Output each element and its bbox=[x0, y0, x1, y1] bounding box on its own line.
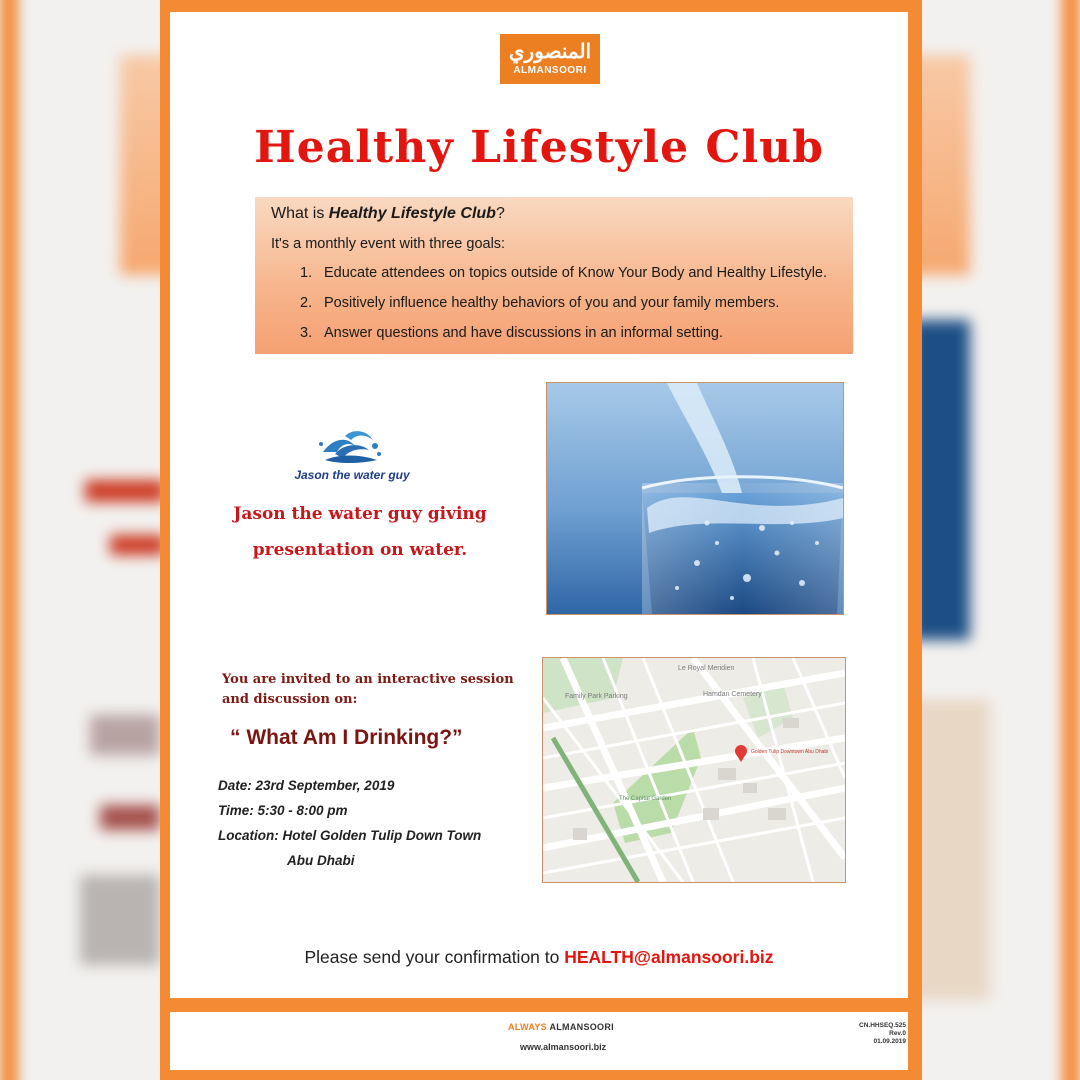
background-blur bbox=[100, 805, 160, 830]
session-topic: “ What Am I Drinking?” bbox=[230, 726, 463, 749]
event-location: Location: Hotel Golden Tulip Down Town bbox=[218, 828, 482, 843]
document-revision: Rev.0 bbox=[889, 1030, 906, 1037]
confirmation-prefix: Please send your confirmation to bbox=[304, 947, 565, 967]
background-blur bbox=[110, 535, 165, 555]
about-intro: It's a monthly event with three goals: bbox=[271, 236, 506, 252]
document-date: 01.09.2019 bbox=[873, 1038, 906, 1045]
footer-document-reference bbox=[836, 1022, 906, 1046]
event-date: Date: 23rd September, 2019 bbox=[218, 778, 395, 793]
map-label: Le Royal Meridien bbox=[678, 665, 735, 672]
background-blur bbox=[80, 875, 160, 965]
company-logo bbox=[500, 34, 600, 84]
water-glass-illustration bbox=[547, 383, 843, 614]
event-location-city: Abu Dhabi bbox=[287, 853, 355, 868]
about-question-suffix: ? bbox=[495, 205, 505, 222]
logo-english-text: ALMANSOORI bbox=[513, 65, 587, 76]
goal-number: 2. bbox=[300, 295, 313, 311]
poster-sheet bbox=[170, 12, 908, 998]
goal-item bbox=[300, 295, 779, 311]
about-box bbox=[255, 197, 853, 354]
goal-text: Educate attendees on topics outside of Know Your Body and Healthy Lifestyle. bbox=[324, 265, 828, 281]
map-label: Family Park Parking bbox=[565, 693, 628, 700]
background-blur bbox=[910, 700, 990, 1000]
map-label: Golden Tulip Downtown Abu Dhabi bbox=[751, 749, 829, 755]
about-question-prefix: What is bbox=[271, 205, 329, 222]
footer-website-link[interactable]: www.almansoori.biz bbox=[520, 1042, 607, 1052]
goal-item bbox=[300, 265, 827, 281]
about-question-emphasis: Healthy Lifestyle Club bbox=[328, 205, 496, 222]
goal-number: 1. bbox=[300, 265, 313, 281]
presenter-announcement bbox=[190, 496, 530, 568]
poster-title: Healthy Lifestyle Club bbox=[254, 122, 824, 173]
poster-footer bbox=[170, 1012, 908, 1070]
invitation-line-2: and discussion on: bbox=[222, 692, 358, 707]
presenter-brand: Jason the water guy bbox=[294, 468, 410, 482]
confirmation-email-link[interactable]: HEALTH@almansoori.biz bbox=[564, 947, 774, 967]
footer-tagline-rest: ALMANSOORI bbox=[546, 1022, 614, 1032]
map-graphic bbox=[543, 658, 845, 882]
goal-item bbox=[300, 325, 723, 341]
location-map bbox=[542, 657, 846, 883]
goal-text: Positively influence healthy behaviors of you and your family members. bbox=[324, 295, 780, 311]
logo-arabic-text: المنصوري bbox=[508, 39, 592, 63]
presenter-line-2: presentation on water. bbox=[252, 540, 468, 560]
invitation-text bbox=[222, 670, 522, 710]
event-time: Time: 5:30 - 8:00 pm bbox=[218, 803, 348, 818]
water-glass-photo bbox=[546, 382, 844, 615]
invitation-line-1: You are invited to an interactive session bbox=[222, 672, 514, 687]
presenter-line-1: Jason the water guy giving bbox=[233, 504, 487, 524]
poster bbox=[160, 0, 922, 1080]
about-question bbox=[271, 205, 505, 223]
confirmation-text bbox=[170, 947, 908, 968]
footer-tagline bbox=[508, 1022, 614, 1032]
background-blur bbox=[90, 715, 160, 755]
footer-tagline-accent: ALWAYS bbox=[508, 1022, 547, 1032]
map-label: The Capital Garden bbox=[619, 796, 672, 802]
map-label: Hamdan Cemetery bbox=[703, 691, 762, 698]
document-code: CN.HHSEQ.525 bbox=[859, 1022, 906, 1029]
background-blur bbox=[85, 480, 165, 502]
water-wave-logo-icon bbox=[315, 424, 385, 466]
goal-number: 3. bbox=[300, 325, 313, 341]
goal-text: Answer questions and have discussions in an informal setting. bbox=[324, 325, 723, 341]
